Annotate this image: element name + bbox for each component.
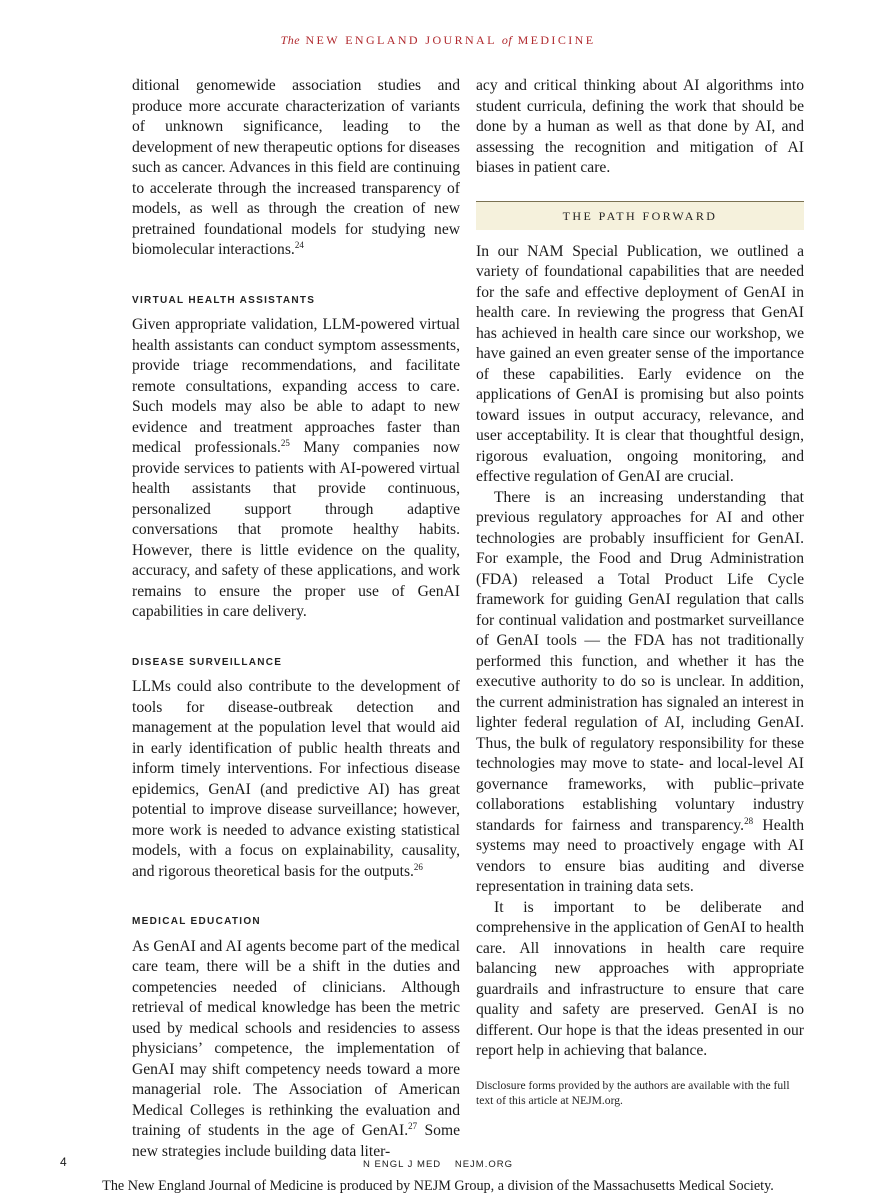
section-heading-path-forward: THE PATH FORWARD [476,201,804,230]
journal-abbreviation: N ENGL J MED [363,1159,442,1170]
reference-marker: 25 [280,438,290,448]
paragraph-text: There is an increasing understanding that previous regulatory approaches for AI and other technologies are probably insufficient for GenAI. For example, the Food and Drug Administration (FDA) released a Total Product Life Cycle framework for guiding GenAI regulation that calls for continual validation and postmarket surveillance of GenAI tools — the FDA has not traditionally performed this function, and whether it has the executive authority to do so is unclear. In addition, the current administration has signaled an interest in lighter federal regulation of AI, including GenAI. Thus, the bulk of regulatory responsibility for these technologies may move to state- and local-level AI governance frameworks, with public–private collaborations establishing voluntary industry standards for fairness and transparency. [476,488,804,834]
right-column [476,76,804,1108]
reference-marker: 28 [744,815,754,826]
path-forward-paragraph-2 [476,488,804,898]
journal-site: NEJM.ORG [454,1159,513,1170]
paragraph-text: As GenAI and AI agents become part of the medical care team, there will be a shift in the duties and competencies needed of clinicians. Although retrieval of medical knowledge has been the metric used by medical schools and residencies to assess physicians’ competence, the implementation of GenAI may shift competency needs toward a more managerial role. The Association of American Medical Colleges is rethinking the evaluation and training of students in the age of GenAI. [132,937,460,1139]
running-head [0,33,876,48]
subheading-disease-surveillance: DISEASE SURVEILLANCE [132,656,283,668]
page-number: 4 [60,1155,67,1169]
subheading-medical-education: MEDICAL EDUCATION [132,916,261,927]
journal-title-main: NEW ENGLAND JOURNAL [305,33,497,47]
journal-title-suffix: MEDICINE [517,33,596,47]
paragraph-text: Health systems may need to proactively engage with AI vendors to ensure bias auditing and diverse representation in training data sets. [476,816,805,895]
reference-marker: 24 [294,240,304,250]
paragraph-text: LLMs could also contribute to the development of tools for disease-outbreak detection and management at the population level that would aid in early identification of public health threats and inform timely interventions. For infectious disease epidemics, GenAI (and predictive AI) has great potential to improve disease surveillance; however, more work is needed to advance existing statistical models, with a focus on explainability, causality, and rigorous theoretical basis for the outputs. [132,678,460,880]
path-forward-paragraph-3: It is important to be deliberate and comprehensive in the application of GenAI to health care. All innovations in health care require balancing new approaches with appropriate guardrails and infrastructure to ensure that care quality and safety are preserved. GenAI is no different. Our hope is that the ideas presented in our report help in achieving that balance. [476,898,804,1059]
production-note: The New England Journal of Medicine is produced by NEJM Group, a division of the Massachusetts Medical Society. [102,1178,774,1194]
genomics-continuation-paragraph [132,76,460,261]
disease-surveillance-paragraph [132,677,460,882]
disclosure-note: Disclosure forms provided by the authors are available with the full text of this article at NEJM.org. [476,1078,790,1107]
path-forward-paragraph-1: In our NAM Special Publication, we outlined a variety of foundational capabilities that are needed for the safe and effective deployment of GenAI in health care. In reviewing the progress that GenAI has achieved in health care since our workshop, we have gained an even greater sense of the importance of these capabilities. Early evidence on the applications of GenAI is promising but also points toward issues in output accuracy, relevance, and user acceptability. It is clear that thoughtful design, rigorous evaluation, ongoing monitoring, and effective regulation of GenAI are crucial. [476,242,804,485]
reference-marker: 27 [408,1121,418,1131]
subheading-virtual-health-assistants: VIRTUAL HEALTH ASSISTANTS [132,294,316,306]
journal-title-prefix: The [280,33,301,47]
reference-marker: 26 [413,861,423,872]
journal-title-of: of [501,33,513,47]
medical-education-paragraph [132,937,460,1163]
left-column [132,76,460,1162]
paragraph-text: Some new strategies include building data liter- [132,1122,461,1160]
medical-education-continuation-paragraph: acy and critical thinking about AI algorithms into student curricula, defining the work that should be done by a human as well as that done by AI, and assessing the recognition and mitigation of AI biases in patient care. [476,77,804,176]
virtual-health-assistants-paragraph [132,315,460,623]
paragraph-text: ditional genomewide association studies and produce more accurate characterization of variants of unknown significance, leading to the development of new therapeutic options for diseases such as cancer. Advances in this field are continuing to accelerate through the increased transparency of models, as well as through the creation of new pretrained foundational models for studying new biomolecular interactions. [132,77,460,258]
paragraph-text: Many companies now provide services to patients with AI-powered virtual health assistants that provide continuous, personalized support through adaptive conversations that promote healthy habits. However, there is little evidence on the quality, accuracy, and safety of these applications, and work remains to ensure the proper use of GenAI capabilities in care delivery. [132,439,460,620]
paragraph-text: Given appropriate validation, LLM-powered virtual health assistants can conduct symptom assessments, provide triage recommendations, and facilitate remote consultations, expanding access to care. Such models may also be able to adapt to new evidence and treatment approaches faster than medical professionals. [132,316,460,456]
footer-journal-line [0,1159,876,1170]
